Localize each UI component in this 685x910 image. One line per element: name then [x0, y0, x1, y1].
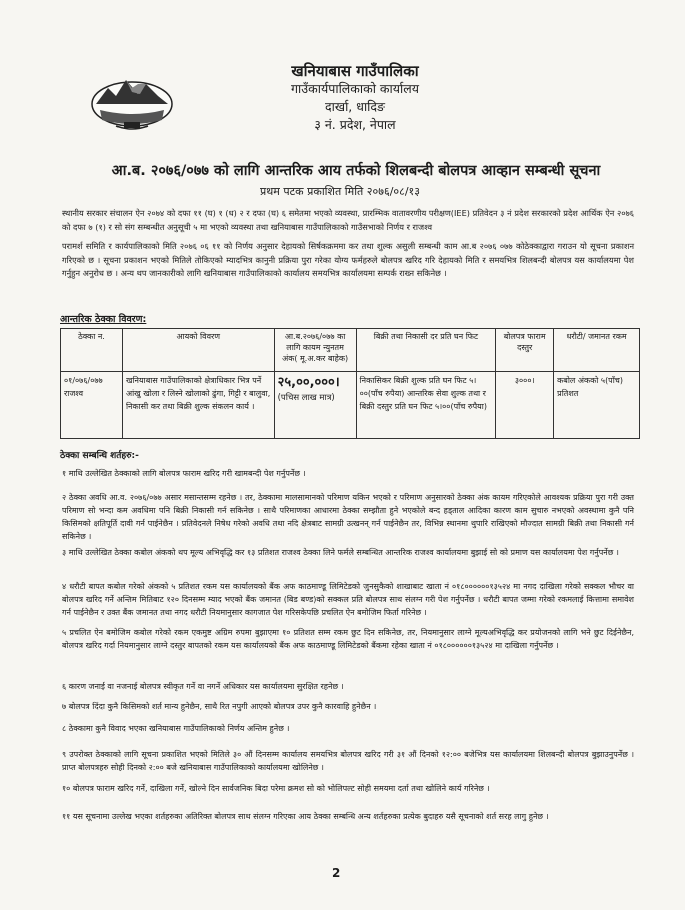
- amount-words: (पचिस लाख मात्र): [277, 393, 335, 403]
- cell-deposit: कबोल अंकको ५(पाँच) प्रतिशत: [554, 372, 640, 439]
- cell-rate: निकासिकर बिक्री शुल्क प्रति घन फिट ५।००(पाँच रुपैया) आन्तरिक सेवा शुल्क तथा र बिक्री दस्तुर प्रति घन फिट ५।००(पाँच रुपैया): [356, 372, 496, 439]
- office-province: ३ नं. प्रदेश, नेपाल: [314, 117, 396, 132]
- notice-title: आ.ब. २०७६/०७७ को लागि आन्तरिक आय तर्फको शिलबन्दी बोलपत्र आव्हान सम्बन्धी सूचना: [111, 163, 601, 179]
- intro-paragraph-2: परामर्श समिति र कार्यपालिकाको मिति २०७६ ०६ ११ को निर्णय अनुसार देहायको सिर्षकक्रममा कर तथा शुल्क असुली सम्बन्धी काम आ.ब २०७६ ०७७ कोठेक्काद्वारा गराउन यो सूचना प्रकाशन गरिएको छ । सूचना प्रकाशन भएको मितिले तोकिएको म्यादभित्र कानुनी प्रक्रिया पुरा गरेका योग्य फर्महरुले बोलपत्र खरिद गरि देहायको मिति र समयभित्र शिलबन्दी बोलपत्र यस कार्यालयमा पेश गर्नुहुन अनुरोध छ । अन्य थप जानकारीको लागि खनियाबास गाउँपालिकाको कार्यालय समयभित्र कार्यालयमा सम्पर्क राख्न सकिनेछ ।: [62, 241, 634, 279]
- condition-1: १ माथि उल्लेखित ठेक्काको लागि बोलपत्र फाराम खरिद गरी खामबन्दी पेश गर्नुपर्नेछ ।: [62, 469, 306, 478]
- condition-8: ८ ठेक्कामा कुनै विवाद भएका खनियाबास गाउँपालिकाको निर्णय अन्तिम हुनेछ ।: [62, 724, 290, 733]
- cell-form-fee: ३०००।: [496, 372, 554, 439]
- condition-3: ३ माथि उल्लेखित ठेक्का कबोल अंकको थप मूल्य अभिवृद्धि कर १३ प्रतिशत राजश्व ठेक्का लिने फर्मले सम्बन्धित आन्तरिक राजश्व कार्यालयमा बुझाई सो को प्रमाण यस कार्यालयमा पेश गर्नुपर्नेछ ।: [62, 548, 619, 557]
- published-date: प्रथम पटक प्रकाशित मिति २०७६/०८/१३: [260, 185, 420, 198]
- header-form-fee: बोलपत्र फाराम दस्तुर: [496, 329, 554, 372]
- condition-9: ९ उपरोक्त ठेक्काको लागि सूचना प्रकाशित भएको मितिले ३० औं दिनसम्म कार्यालय समयभित्र बोलपत्र खरिद गरी ३१ औं दिनको १२:०० बजेभित्र यस कार्यालयमा शिलबन्दी बोलपत्र बुझाउनुपर्नेछ । प्राप्त बोलपत्रहरु सोही दिनको २:०० बजे खनियाबास गाउँपालिकाको कार्यालयमा खोलिनेछ ।: [62, 750, 634, 772]
- conditions-title: ठेक्का सम्बन्धि शर्तहरु:-: [60, 451, 139, 461]
- condition-7: ७ बोलपत्र दिंदा कुनै किसिमको शर्त मान्य हुनेछैन, साथै रित नपुगी आएको बोलपत्र उपर कुनै कारवाहि हुनेछैन ।: [62, 702, 377, 711]
- condition-2: २ ठेक्का अवधि आ.व. २०७६/०७७ असार मसान्तसम्म रहनेछ । तर, ठेक्कामा मालसामानको परिमाण यकिन भएको र परिमाण अनुसारको ठेक्का अंक कायम गरिएकोले आवश्यक प्रक्रिया पुरा गरी उक्त परिमाण सो भन्दा कम अवधिमा पनि बिक्री निकासी गर्न सकिनेछ । साथै परिमाणका आधारमा ठेक्का सम्झौता हुने भएकोले बन्द हड्ताल आदिका कारण काम सुचारु नभएको अवस्थामा कुनै पनि किसिमको क्षतिपूर्ति दावी गर्न पाईनेछैन । प्रतिवेदनले निषेध गरेको अवधि तथा नदि क्षेत्रबाट सामग्री उत्खनन् गर्न पाईनेछैन तर, विभिन्न स्थानमा थुपारि राखिएको मौज्दात सामग्री बिक्री तथा निकासी गर्न सकिनेछ ।: [62, 493, 634, 541]
- table-header-row: [61, 329, 640, 372]
- cell-amount: [274, 372, 356, 439]
- header-deposit: धरौटी/ जमानत रकम: [554, 329, 640, 372]
- condition-10: १० बोलपत्र फाराम खरिद गर्ने, दाखिला गर्ने, खोल्ने दिन सार्वजनिक बिदा परेमा क्रमश सो को भोलिपल्ट सोही समयमा दर्ता तथा खोलिने कार्य गरिनेछ ।: [62, 784, 490, 793]
- condition-5: ५ प्रचलित ऐन बमोजिम कबोल गरेको रकम एकमुष्ट अग्रिम रुपमा बुझाएमा १० प्रतिशत सम्म रकम छुट दिन सकिनेछ, तर, नियमानुसार लाग्ने मूल्यअभिवृद्धि कर प्रयोजनको लागि भने छुट दिईनेछैन, बोलपत्र खरिद गर्दा नियमानुसार लाग्ने दस्तुर बापतको रकम यस कार्यालयको बैंक अफ काठमाण्डू लिमिटेडको बैंकमा रहेका खाता नं ०१८००००००१३५२४ मा दाखिला गर्नुपर्नेछ ।: [62, 628, 634, 650]
- table-row: [61, 372, 640, 439]
- header-tender-no: ठेक्का न.: [61, 329, 123, 372]
- office-location: दार्खा, धादिङ: [324, 99, 386, 114]
- amount-value: २५,००,०००।: [277, 375, 340, 390]
- condition-6: ६ कारण जनाई वा नजनाई बोलपत्र स्वीकृत गर्ने वा नगर्ने अधिकार यस कार्यालयमा सुरक्षित रहनेछ ।: [62, 682, 344, 691]
- intro-paragraph-1: स्थानीय सरकार संचालन ऐन २०७४ को दफा ११ (घ) १ (ध) २ र दफा (घ) ६ समेतमा भएको व्यवस्था, प्रारम्भिक वातावरणीय परीक्षण(IEE) प्रतिवेदन ३ नं प्रदेश सरकारको प्रदेश आर्थिक ऐन २०७६ को दफा ७ (१) र सो संग सम्बन्धीत अनुसूची ५ मा भएको व्यवस्था तथा खनियाबास गाउँपालिकाको गाउँसभाको निर्णय र राजश्व: [62, 208, 634, 232]
- tender-table: [60, 328, 640, 439]
- page-number: 2: [332, 866, 341, 880]
- condition-11: ११ यस सूचनामा उल्लेख भएका शर्तहरुका अतिरिक्त बोलपत्र साथ संलग्न गरिएका आय ठेक्का सम्बन्धि अन्य शर्तहरुका प्रत्येक बुदाहरु यसै सूचनाको शर्त सरह लागु हुनेछ ।: [62, 812, 549, 821]
- nepal-emblem-icon: [88, 70, 176, 132]
- org-name: खनियाबास गाउँपालिका: [291, 62, 419, 80]
- header-description: आयको विवरण: [122, 329, 274, 372]
- office-header: [255, 62, 455, 134]
- office-name: गाउँकार्यपालिकाको कार्यालय: [291, 81, 419, 96]
- header-min-amount: आ.ब.२०७६/०७७ का लागि कायम न्युनतम अंक( मू.अ.कर बाहेक): [274, 329, 356, 372]
- header-rate: बिक्री तथा निकासी दर प्रति घन फिट: [356, 329, 496, 372]
- condition-4: ४ धरौटी बापत कबोल गरेको अंकको ५ प्रतिशत रकम यस कार्यालयको बैंक अफ काठमाण्डू लिमिटेडको जुनसुकैको शाखाबाट खाता नं ०१८००००००१३५२४ मा नगद दाखिला गरेको सक्कल भौचर वा बोलपत्र खरिद गर्ने अन्तिम मितिबाट १२० दिनसम्म म्याद भएको बैंक जमानत (बिड बण्ड)को सक्कल प्रति बोलपत्र साथ संलग्न गरी पेश गर्नुपर्नेछ । धरौटी बापत जम्मा गरेको रकमलाई कित्तामा समावेश गर्न पाईनेछैन र उक्त बैंक जमानत तथा नगद धरौटी नियमानुसार कागजात पेश गरिसकेपछि प्रचलित ऐन बमोजिम फिर्ता गरिनेछ ।: [62, 582, 634, 617]
- tender-section-title: आन्तरिक ठेक्का विवरण:: [60, 314, 147, 325]
- cell-tender-no: ०१/०७६/०७७ राजश्व: [61, 372, 123, 439]
- cell-description: खनियाबास गाउँपालिकाको क्षेत्राधिकार भित्र पर्ने आंखु खोला र लिस्ने खोलाको ढुंगा, गिट्टी र बालुवा, निकासी कर तथा बिक्री शुल्क संकलन कार्य ।: [122, 372, 274, 439]
